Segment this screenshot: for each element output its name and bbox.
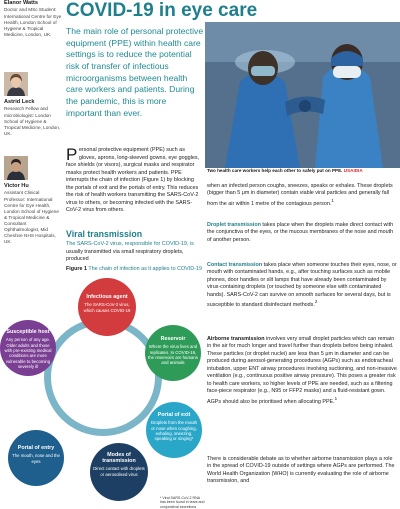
node-desc: Droplets from the mouth or nose when coughing, exhaling, sneezing, speaking or singing*: [150, 420, 198, 442]
figure-footnote: * Viral SARS-CoV-2 RNA has been found in tears and conjunctival secretions: [160, 496, 205, 509]
author-card: [4, 156, 62, 245]
author-bio: Assistant Clinical Professor: International Centre for Eye Health, London School of Hygiene & Tropical Medicine & Consultant Ophthalmologist, Mid Cheshire NHS Hospitals, UK.: [4, 190, 59, 245]
node-portal-of-exit: [146, 402, 202, 458]
node-title: Infectious agent: [86, 294, 128, 300]
contact-heading: Contact transmission: [207, 262, 263, 268]
node-title: Modes of transmission: [102, 452, 136, 465]
photo-caption: [207, 168, 400, 174]
avatar: [4, 72, 28, 96]
contact-paragraph: [207, 262, 397, 310]
viral-paragraph: [66, 241, 202, 264]
photo-credit: USAIDIA: [343, 168, 363, 173]
airborne-text: involves very small droplet particles which can remain in the air for much longer and travel further than droplets before being inhaled. These particles (or droplet nuclei) are less than 5 μm in diameter and can be produced during aerosol-generating procedures (AGPs) such as endotracheal intubation, upper ENT airway procedures involving suctioning, and non-invasive ventilation (e.g., continuous positive airway pressure). This poses a greater risk to health care workers, so higher levels of PPE are needed, such as a filtering face-piece respirator (e.g., N95 or FFP2 masks) and a fluid-resistant gown. AGPs should also be prioritised when allocating PPE.: [207, 336, 397, 405]
chain-of-infection-diagram: [0, 272, 206, 509]
paragraph-text: when an infected person coughs, sneezes, speaks or exhales. These droplets (bigger than 5 μm in diameter) contain viable viral particles and generally fall from the air within 1 metre of the contagious person.: [207, 183, 393, 207]
droplet-heading: Droplet transmission: [207, 222, 261, 228]
body-paragraph: [207, 456, 397, 486]
author-name: Elanor Watts: [4, 0, 38, 6]
airborne-heading: Airborne transmission: [207, 336, 265, 342]
author-bio: Research Fellow and microbiologist: London School of Hygiene & Tropical Medicine, London, UK.: [4, 106, 61, 136]
author-name: Astrid Leck: [4, 99, 35, 105]
photo-caption-text: Two health care workers help each other to safely put on PPE.: [207, 168, 343, 173]
article-photo: [205, 22, 400, 168]
node-desc: Direct contact with droplets or aerosolised virus: [93, 466, 145, 477]
drop-cap: P: [66, 145, 78, 164]
viral-lead: The SARS-CoV-2 virus, responsible for COVID-19, is: [66, 241, 194, 247]
contact-text: takes place when someone touches their eyes, nose, or mouth with contaminated hands, e.g., after touching surfaces such as mobile phones, door handles or slit lamps that have already been contaminated by virus-containing droplets (or touched by someone else with contaminated hands). SARS-CoV-2 can survive on smooth surfaces for several days, but is susceptible to standard disinfectant methods.: [207, 262, 397, 309]
citation: 2: [314, 299, 318, 305]
node-portal-of-entry: [8, 430, 64, 486]
citation: 1: [334, 395, 338, 401]
standfirst: The main role of personal protective equipment (PPE) within health care settings is to reduce the potential risk of transfer of infectious microorganisms between health care workers and patients. During the pandemic, this is more important than ever.: [66, 26, 204, 118]
node-desc: Where the virus lives and replicates. In COVID-19, the reservoirs are humans and animals: [148, 344, 198, 366]
author-bio: Doctor and MSc Student: International Centre for Eye Health, London School of Hygiene & Tropical Medicine, London, UK.: [4, 7, 62, 37]
droplet-paragraph: [207, 222, 397, 244]
body-paragraph: [207, 183, 397, 208]
author-name: Victor Hu: [4, 183, 29, 189]
figure-title: The chain of infection as it applies to COVID-19: [88, 266, 202, 272]
node-title: Portal of entry: [17, 445, 55, 451]
node-title: Portal of exit: [157, 412, 191, 418]
node-title: Reservoir: [160, 336, 186, 342]
node-desc: The mouth, nose and the eyes: [12, 453, 60, 464]
avatar: [4, 156, 28, 180]
node-reservoir: [145, 325, 201, 381]
author-card: [4, 0, 62, 38]
citation: 1: [331, 197, 334, 203]
intro-text: ersonal protective equipment (PPE) such as gloves, aprons, long-sleeved gowns, eye goggles, face shields (or visors), surgical masks and respirator masks protect health workers and patients. PPE interrupts the chain of infection (Figure 1) by blocking the portals of exit and the portals of entry. This reduces the risk of health workers transmitting the SARS-CoV-2 virus to others, or becoming infected with the SARS-CoV-2 virus from others.: [66, 147, 200, 214]
intro-paragraph: [66, 147, 202, 215]
node-susceptible-host: [0, 320, 56, 376]
node-title: Susceptible host: [6, 329, 50, 335]
figure-number: Figure 1: [66, 266, 87, 272]
viral-rest: usually transmitted via small respiratory droplets, produced: [66, 248, 184, 263]
page-title: COVID-19 in eye care: [66, 0, 258, 21]
node-modes-of-transmission: [90, 443, 148, 501]
node-desc: Any person of any age. Older adults and those with pre-existing medical conditions are more vulnerable to becoming severely ill: [4, 337, 52, 369]
node-infectious-agent: [78, 278, 136, 336]
node-desc: The SARS-CoV-2 virus, which causes COVID-19: [83, 302, 131, 313]
author-card: [4, 72, 62, 137]
airborne-paragraph: [207, 336, 397, 406]
paragraph-text: There is considerable debate as to whether airborne transmission plays a role in the spread of COVID-19 outside of settings where AGPs are performed. The World Health Organization (WHO) is currently evaluating the role of airborne transmission, and: [207, 456, 395, 485]
section-heading: Viral transmission: [66, 229, 143, 239]
droplet-text: takes place when the droplets make direct contact with the conjunctiva of the eyes, or the mucous membranes of the nose and mouth of another person.: [207, 222, 394, 243]
